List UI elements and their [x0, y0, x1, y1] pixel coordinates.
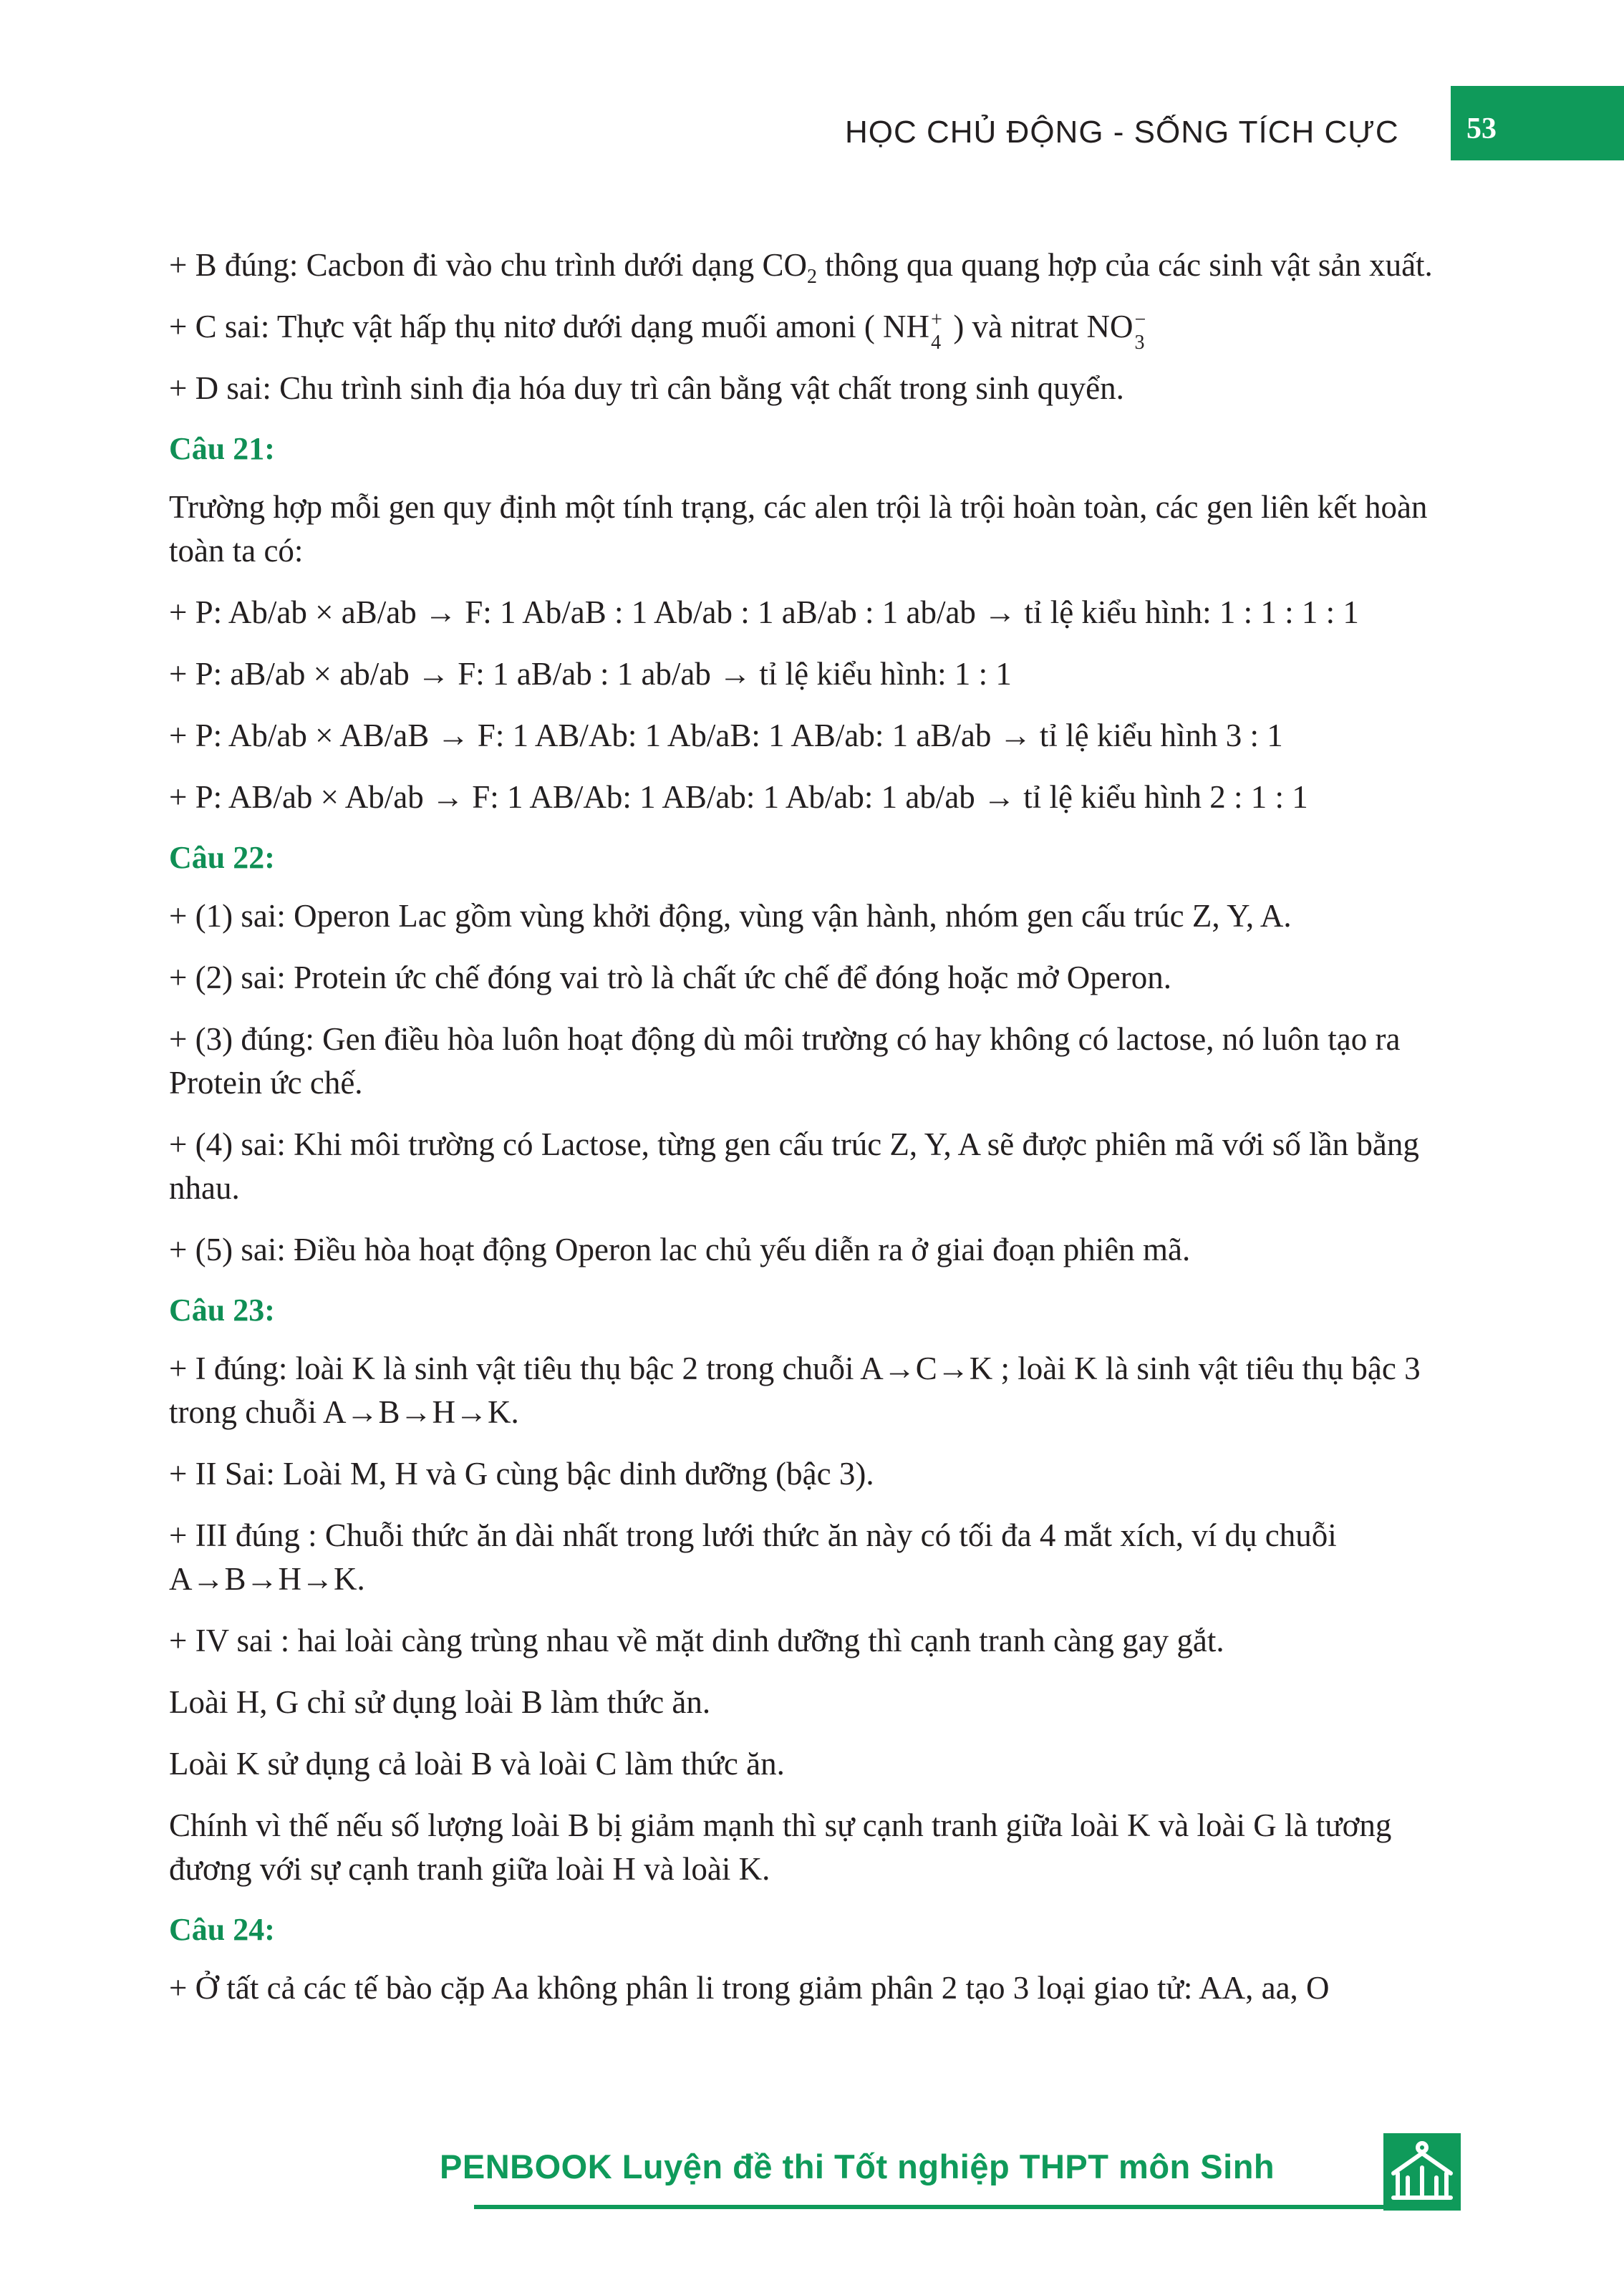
question-21-title: Câu 21: — [169, 431, 275, 466]
q21-case-3: + P: Ab/ab × AB/aB → F: 1 AB/Ab: 1 Ab/aB: 1 AB/ab: 1 aB/ab → tỉ lệ kiểu hình 3 : 1 — [169, 718, 1283, 753]
q23-note-1: Loài H, G chỉ sử dụng loài B làm thức ăn. — [169, 1684, 711, 1720]
q22-statement-2: + (2) sai: Protein ức chế đóng vai trò là chất ức chế để đóng hoặc mở Operon. — [169, 960, 1172, 995]
q24-statement-1: + Ở tất cả các tế bào cặp Aa không phân li trong giảm phân 2 tạo 3 loại giao tử: AA, aa, O — [169, 1970, 1330, 2006]
q23-statement-2: + II Sai: Loài M, H và G cùng bậc dinh dưỡng (bậc 3). — [169, 1456, 874, 1492]
question-22-title: Câu 22: — [169, 840, 275, 875]
q22-statement-5: + (5) sai: Điều hòa hoạt động Operon lac chủ yếu diễn ra ở giai đoạn phiên mã. — [169, 1232, 1191, 1267]
question-24-title: Câu 24: — [169, 1912, 275, 1947]
footer-divider — [474, 2205, 1398, 2209]
q22-statement-1: + (1) sai: Operon Lac gồm vùng khởi động, vùng vận hành, nhóm gen cấu trúc Z, Y, A. — [169, 898, 1292, 934]
header-title: HỌC CHỦ ĐỘNG - SỐNG TÍCH CỰC — [845, 115, 1399, 150]
paragraph-d-wrong: + D sai: Chu trình sinh địa hóa duy trì cân bằng vật chất trong sinh quyển. — [169, 370, 1124, 406]
page-number-box — [1451, 86, 1624, 160]
question-23-title: Câu 23: — [169, 1293, 275, 1328]
page-number: 53 — [1466, 112, 1497, 145]
q21-case-1: + P: Ab/ab × aB/ab → F: 1 Ab/aB : 1 Ab/ab : 1 aB/ab : 1 ab/ab → tỉ lệ kiểu hình: 1 : 1 : 1 : 1 — [169, 594, 1359, 630]
paragraph-c-wrong: + C sai: Thực vật hấp thụ nitơ dưới dạng muối amoni ( NH + 4 ) và nitrat NO − 3 — [169, 309, 1146, 354]
q23-statement-3: + III đúng : Chuỗi thức ăn dài nhất trong lưới thức ăn này có tối đa 4 mắt xích, ví dụ chuỗi A→B→H→K. — [169, 1517, 1337, 1597]
q21-intro: Trường hợp mỗi gen quy định một tính trạng, các alen trội là trội hoàn toàn, các gen liên kết hoàn toàn ta có: — [169, 489, 1428, 569]
q23-conclusion: Chính vì thế nếu số lượng loài B bị giảm mạnh thì sự cạnh tranh giữa loài K và loài G là tương đương với sự cạnh tranh giữa loài H và loài K. — [169, 1807, 1392, 1887]
q21-case-2: + P: aB/ab × ab/ab → F: 1 aB/ab : 1 ab/ab → tỉ lệ kiểu hình: 1 : 1 — [169, 656, 1012, 692]
paragraph-b-correct: + B đúng: Cacbon đi vào chu trình dưới dạng $CO_2$ thông qua quang hợp của các sinh vật sản xuất. — [169, 247, 1433, 288]
q21-case-4: + P: AB/ab × Ab/ab → F: 1 AB/Ab: 1 AB/ab: 1 Ab/ab: 1 ab/ab → tỉ lệ kiểu hình 2 : 1 : 1 — [169, 779, 1308, 815]
page-content — [169, 243, 1458, 2028]
footer-title: PENBOOK Luyện đề thi Tốt nghiệp THPT môn Sinh — [440, 2148, 1275, 2185]
q23-note-2: Loài K sử dụng cả loài B và loài C làm thức ăn. — [169, 1746, 785, 1782]
q22-statement-4: + (4) sai: Khi môi trường có Lactose, từng gen cấu trúc Z, Y, A sẽ được phiên mã với số lần bằng nhau. — [169, 1126, 1419, 1206]
q22-statement-3: + (3) đúng: Gen điều hòa luôn hoạt động dù môi trường có hay không có lactose, nó luôn tạo ra Protein ức chế. — [169, 1021, 1401, 1101]
penbook-logo-icon — [1383, 2133, 1461, 2211]
q23-statement-1: + I đúng: loài K là sinh vật tiêu thụ bậc 2 trong chuỗi A→C→K ; loài K là sinh vật tiêu thụ bậc 3 trong chuỗi A→B→H→K. — [169, 1351, 1421, 1430]
q23-statement-4: + IV sai : hai loài càng trùng nhau về mặt dinh dưỡng thì cạnh tranh càng gay gắt. — [169, 1623, 1224, 1658]
